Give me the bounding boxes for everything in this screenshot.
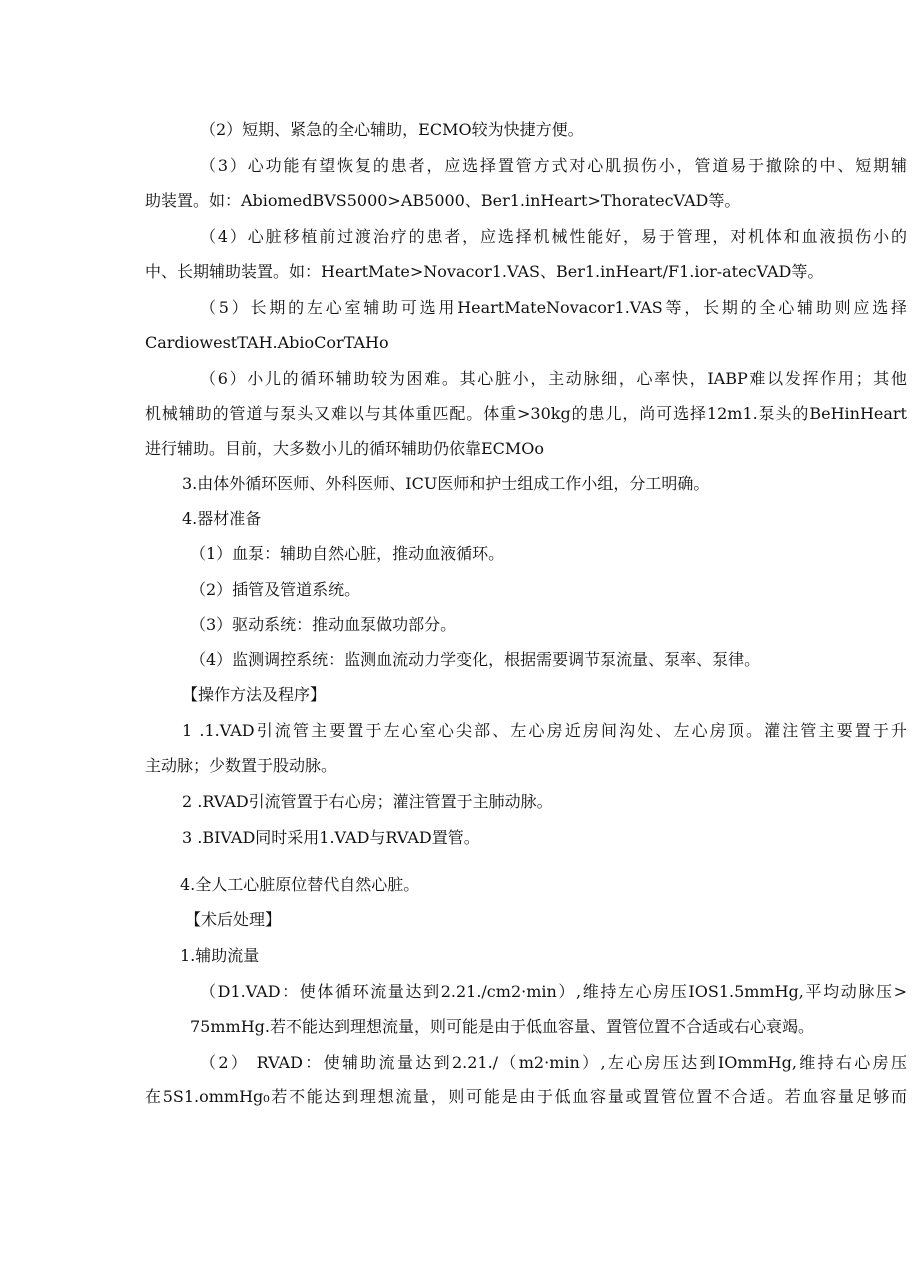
paragraph-long-term-support-line2: CardiowestTAH.AbioCorTAHo xyxy=(145,333,389,352)
paragraph-lvad-cannulation-line2: 主动脉；少数置于股动脉。 xyxy=(145,756,338,775)
paragraph-rvad-cannulation: 2 .RVAD引流管置于右心房；灌注管置于主肺动脉。 xyxy=(182,792,553,811)
heading-assist-flow: 1.辅助流量 xyxy=(180,946,260,965)
paragraph-transplant-bridge-line1: （4）心脏移植前过渡治疗的患者，应选择机械性能好，易于管理，对机体和血液损伤小的 xyxy=(200,227,907,246)
list-item-cannula-system: （2）插管及管道系统。 xyxy=(190,580,361,599)
list-item-drive-system: （3）驱动系统：推动血泵做功部分。 xyxy=(190,615,457,634)
paragraph-pediatric-support-line2: 机械辅助的管道与泵头又难以与其体重匹配。体重>30kg的患儿，尚可选择12m1.泵头的BeHinHeart xyxy=(145,404,907,423)
paragraph-transplant-bridge-line2: 中、长期辅助装置。如：HeartMate>Novacor1.VAS、Ber1.inHeart/F1.ior-atecVAD等。 xyxy=(145,262,824,281)
paragraph-pediatric-support-line3: 进行辅助。目前，大多数小儿的循环辅助仍依靠ECMOo xyxy=(145,439,545,458)
paragraph-bivad-cannulation: 3 .BIVAD同时采用1.VAD与RVAD置管。 xyxy=(182,828,480,847)
section-heading-postoperative-care: 【术后处理】 xyxy=(185,910,282,929)
list-item-blood-pump: （1）血泵：辅助自然心脏，推动血液循环。 xyxy=(190,544,505,563)
paragraph-working-group: 3.由体外循环医师、外科医师、ICU医师和护士组成工作小组，分工明确。 xyxy=(182,474,710,493)
heading-equipment-preparation: 4.器材准备 xyxy=(182,509,262,528)
paragraph-lvad-flow-line1: （D1.VAD：使体循环流量达到2.21./cm2·min）,维持左心房压IOS1.5mmHg,平均动脉压> xyxy=(200,982,907,1001)
paragraph-rvad-flow-line1: （2） RVAD：使辅助流量达到2.21./（m2·min）,左心房压达到IOmmHg,维持右心房压 xyxy=(200,1053,907,1072)
list-item-monitoring-system: （4）监测调控系统：监测血流动力学变化，根据需要调节泵流量、泵率、泵律。 xyxy=(190,650,761,669)
paragraph-recovery-patients-line2: 助装置。如：AbiomedBVS5000>AB5000、Ber1.inHeart>ThoratecVAD等。 xyxy=(145,191,741,210)
paragraph-lvad-flow-line2: 75mmHg.若不能达到理想流量，则可能是由于低血容量、置管位置不合适或右心衰竭。 xyxy=(190,1017,814,1036)
paragraph-recovery-patients-line1: （3）心功能有望恢复的患者，应选择置管方式对心肌损伤小，管道易于撤除的中、短期辅 xyxy=(200,156,907,175)
paragraph-long-term-support-line1: （5）长期的左心室辅助可选用HeartMateNovacor1.VAS等，长期的全心辅助则应选择 xyxy=(200,298,907,317)
paragraph-total-artificial-heart: 4.全人工心脏原位替代自然心脏。 xyxy=(180,875,420,894)
paragraph-pediatric-support-line1: （6）小儿的循环辅助较为困难。其心脏小，主动脉细，心率快，IABP难以发挥作用；其他 xyxy=(200,369,907,388)
section-heading-operation-method: 【操作方法及程序】 xyxy=(182,685,327,704)
paragraph-rvad-flow-line2: 在5S1.ommHg₀若不能达到理想流量，则可能是由于低血容量或置管位置不合适。若血容量足够而 xyxy=(145,1087,907,1106)
paragraph-short-term-support: （2）短期、紧急的全心辅助，ECMO较为快捷方便。 xyxy=(200,120,584,139)
paragraph-lvad-cannulation-line1: 1 .1.VAD引流管主要置于左心室心尖部、左心房近房间沟处、左心房顶。灌注管主要置于升 xyxy=(182,721,907,740)
